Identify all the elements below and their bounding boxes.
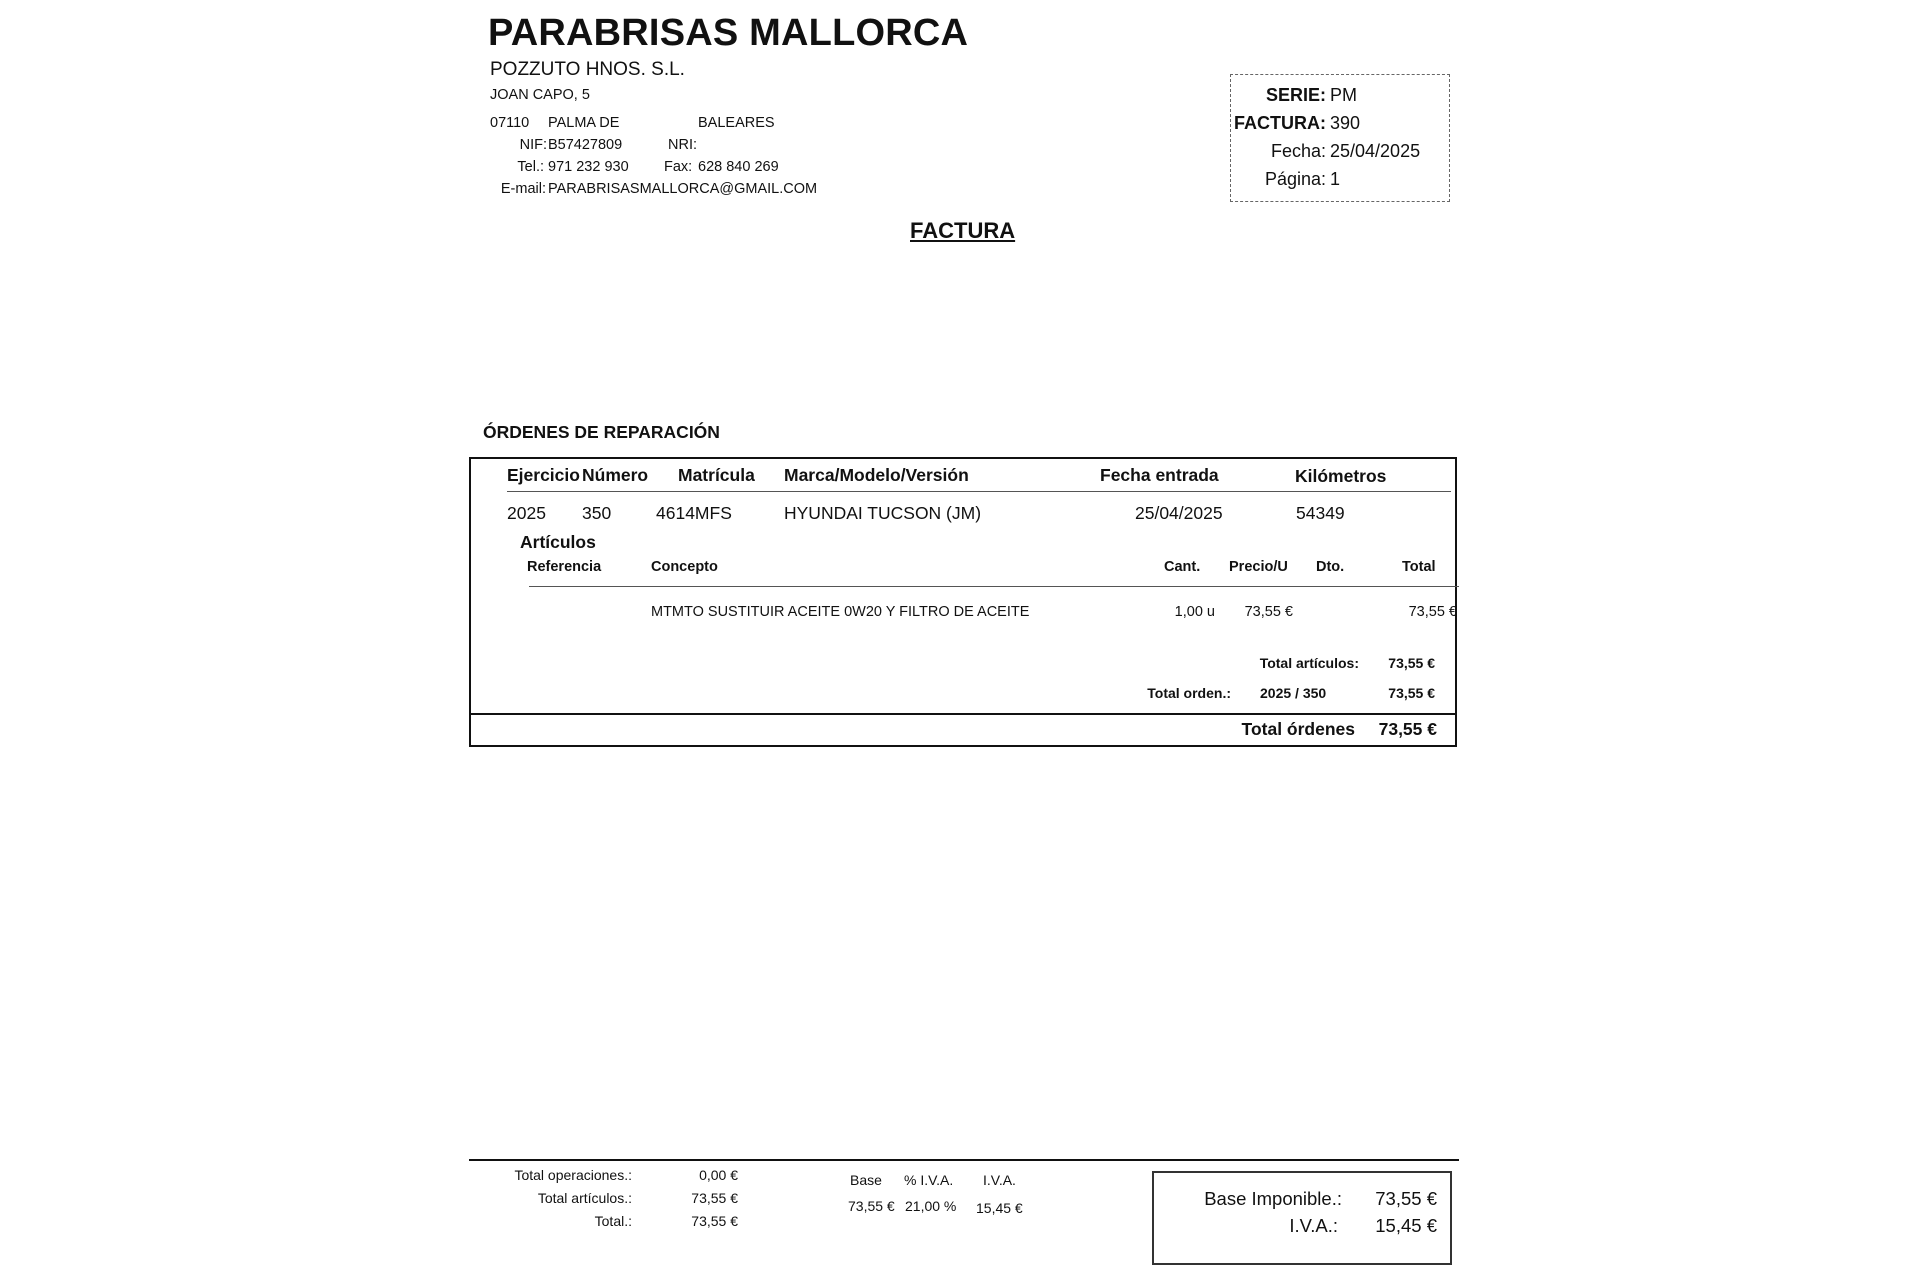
- nri-label: NRI:: [668, 137, 697, 153]
- total-operaciones-label: Total operaciones.:: [514, 1167, 632, 1183]
- company-address: JOAN CAPO, 5: [490, 87, 590, 103]
- company-postal-code: 07110: [490, 115, 530, 131]
- factura-value: 390: [1330, 113, 1361, 133]
- document-title: FACTURA: [910, 218, 1016, 243]
- pagina-label: Página:: [1264, 169, 1326, 189]
- order-ejercicio: 2025: [507, 503, 546, 523]
- iva-value: 15,45 €: [1375, 1215, 1437, 1236]
- company-nif: B57427809: [548, 137, 623, 153]
- tax-iva-value: 15,45 €: [976, 1200, 1023, 1216]
- footer-divider: [469, 1159, 1459, 1161]
- col-precio: Precio/U: [1229, 559, 1288, 575]
- total-articulos-label: Total artículos:: [1259, 655, 1359, 671]
- total-footer-label: Total.:: [594, 1213, 632, 1229]
- total-footer-value: 73,55 €: [691, 1213, 738, 1229]
- tax-base-value: 73,55 €: [848, 1198, 895, 1214]
- col-marca: Marca/Modelo/Versión: [784, 465, 969, 485]
- col-numero: Número: [582, 465, 649, 485]
- order-fecha-entrada: 25/04/2025: [1135, 503, 1223, 523]
- nif-label: NIF:: [519, 137, 547, 153]
- article-concepto: MTMTO SUSTITUIR ACEITE 0W20 Y FILTRO DE ACEITE: [651, 604, 1030, 620]
- company-tel: 971 232 930: [548, 159, 629, 175]
- total-orden-label: Total orden.:: [1147, 685, 1231, 701]
- email-label: E-mail:: [500, 181, 546, 197]
- col-ejercicio: Ejercicio: [507, 465, 580, 485]
- articles-header-divider: [529, 586, 1459, 587]
- company-fax: 628 840 269: [698, 159, 779, 175]
- summary-box: [1152, 1171, 1452, 1265]
- tax-pct-header: % I.V.A.: [904, 1172, 954, 1188]
- tax-pct-value: 21,00 %: [905, 1198, 957, 1214]
- col-referencia: Referencia: [527, 559, 602, 575]
- col-concepto: Concepto: [651, 559, 718, 575]
- total-articulos-value: 73,55 €: [1388, 655, 1435, 671]
- factura-label: FACTURA:: [1234, 113, 1326, 133]
- col-fecha-entrada: Fecha entrada: [1100, 465, 1219, 485]
- company-name: PARABRISAS MALLORCA: [488, 12, 969, 54]
- col-kilometros: Kilómetros: [1295, 466, 1387, 486]
- tel-label: Tel.:: [517, 159, 544, 175]
- tax-iva-header: I.V.A.: [983, 1172, 1016, 1188]
- total-ordenes-value: 73,55 €: [1378, 719, 1437, 739]
- invoice-info-box: [1230, 74, 1450, 202]
- tax-base-header: Base: [850, 1172, 882, 1188]
- company-email: PARABRISASMALLORCA@GMAIL.COM: [548, 181, 818, 197]
- orders-table: [469, 457, 1457, 747]
- grand-total-divider: [471, 713, 1455, 715]
- article-total: 73,55 €: [1408, 604, 1457, 620]
- col-cant: Cant.: [1164, 559, 1201, 575]
- order-matricula: 4614MFS: [656, 503, 732, 523]
- order-marca: HYUNDAI TUCSON (JM): [784, 503, 982, 523]
- base-imponible-label: Base Imponible.:: [1204, 1188, 1342, 1209]
- col-total: Total: [1402, 559, 1436, 575]
- col-matricula: Matrícula: [678, 465, 755, 485]
- iva-label: I.V.A.:: [1289, 1215, 1338, 1236]
- articles-title: Artículos: [520, 532, 596, 552]
- total-orden-value: 73,55 €: [1388, 685, 1435, 701]
- total-articulos-footer-value: 73,55 €: [691, 1190, 738, 1206]
- fecha-label: Fecha:: [1270, 141, 1326, 161]
- order-kilometros: 54349: [1296, 503, 1345, 523]
- serie-label: SERIE:: [1265, 85, 1326, 105]
- company-city: PALMA DE: [548, 115, 620, 131]
- pagina-value: 1: [1330, 169, 1341, 189]
- total-articulos-footer-label: Total artículos.:: [537, 1190, 632, 1206]
- company-legal-name: POZZUTO HNOS. S.L.: [490, 59, 685, 80]
- article-cant: 1,00 u: [1174, 604, 1215, 620]
- order-numero: 350: [582, 503, 612, 523]
- fecha-value: 25/04/2025: [1330, 141, 1421, 161]
- col-dto: Dto.: [1316, 559, 1345, 575]
- orders-section-title: ÓRDENES DE REPARACIÓN: [483, 422, 720, 442]
- company-province: BALEARES: [698, 115, 775, 131]
- serie-value: PM: [1330, 85, 1357, 105]
- total-ordenes-label: Total órdenes: [1241, 719, 1355, 739]
- total-operaciones-value: 0,00 €: [699, 1167, 738, 1183]
- total-orden-ref: 2025 / 350: [1260, 685, 1327, 701]
- fax-label: Fax:: [664, 159, 693, 175]
- article-precio: 73,55 €: [1244, 604, 1293, 620]
- header-divider: [507, 491, 1451, 492]
- base-imponible-value: 73,55 €: [1375, 1188, 1437, 1209]
